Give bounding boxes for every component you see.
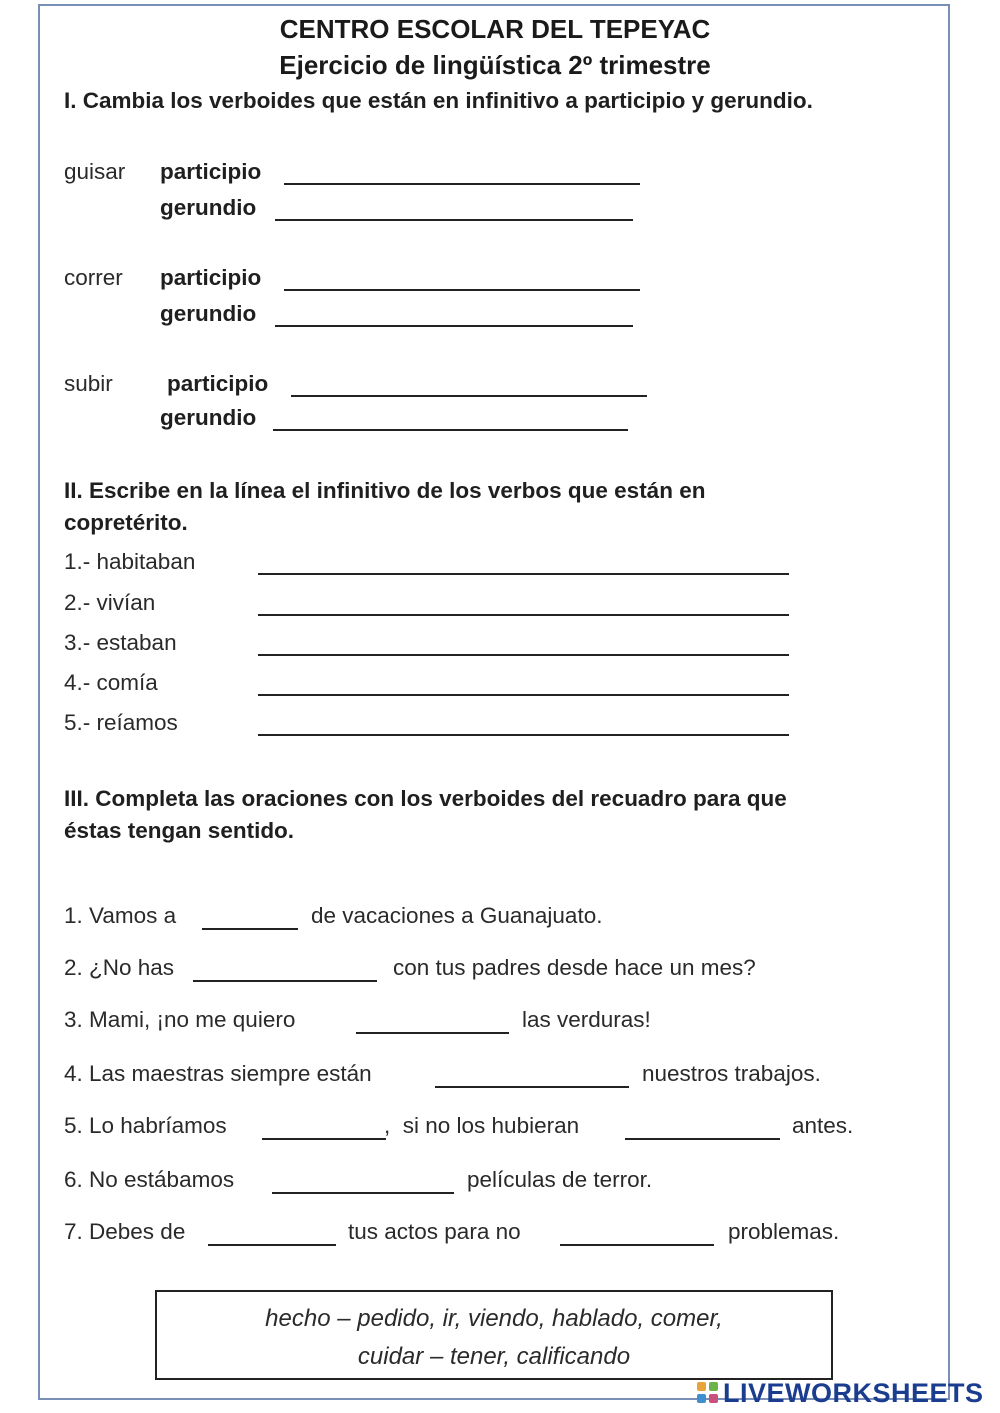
worksheet-subtitle: Ejercicio de lingüística 2º trimestre <box>279 50 711 80</box>
blank-sentence-7b[interactable] <box>560 1244 714 1246</box>
participio-label: participio <box>167 371 269 396</box>
verb-guisar: guisar <box>64 159 126 184</box>
participio-label: participio <box>160 159 262 184</box>
answer-line-item-3[interactable] <box>258 654 789 656</box>
answer-line-item-2[interactable] <box>258 614 789 616</box>
section2-instruction-line1: II. Escribe en la línea el infinitivo de los verbos que están en <box>64 478 706 503</box>
blank-sentence-2[interactable] <box>193 980 377 982</box>
answer-line-item-4[interactable] <box>258 694 789 696</box>
blank-sentence-7a[interactable] <box>208 1244 336 1246</box>
sentence-7-middle: tus actos para no <box>348 1219 521 1244</box>
blank-sentence-4[interactable] <box>435 1086 629 1088</box>
answer-line-guisar-participio[interactable] <box>284 183 640 185</box>
sentence-6-end: películas de terror. <box>467 1167 653 1192</box>
gerundio-label: gerundio <box>160 195 257 220</box>
sentence-2-start: 2. ¿No has <box>64 955 175 980</box>
answer-line-correr-participio[interactable] <box>284 289 640 291</box>
copreterito-item-3: 3.- estaban <box>64 630 177 655</box>
sentence-7-end: problemas. <box>728 1219 840 1244</box>
gerundio-label: gerundio <box>160 301 257 326</box>
sentence-1-start: 1. Vamos a <box>64 903 177 928</box>
participio-label: participio <box>160 265 262 290</box>
sentence-4-start: 4. Las maestras siempre están <box>64 1061 372 1086</box>
sentence-6-start: 6. No estábamos <box>64 1167 235 1192</box>
school-title: CENTRO ESCOLAR DEL TEPEYAC <box>279 14 711 44</box>
word-bank-line1: hecho – pedido, ir, viendo, hablado, comer, <box>265 1305 723 1332</box>
sentence-3-end: las verduras! <box>522 1007 651 1032</box>
answer-line-item-5[interactable] <box>258 734 789 736</box>
word-bank-line2: cuidar – tener, calificando <box>357 1343 631 1370</box>
blank-sentence-1[interactable] <box>202 928 298 930</box>
copreterito-item-4: 4.- comía <box>64 670 158 695</box>
answer-line-subir-gerundio[interactable] <box>273 429 628 431</box>
gerundio-label: gerundio <box>160 405 257 430</box>
blank-sentence-5b[interactable] <box>625 1138 780 1140</box>
answer-line-subir-participio[interactable] <box>291 395 647 397</box>
section3-instruction-line1: III. Completa las oraciones con los verboides del recuadro para que <box>64 786 787 811</box>
section2-instruction-line2: copretérito. <box>64 510 188 535</box>
copreterito-item-5: 5.- reíamos <box>64 710 178 735</box>
sentence-5-end: antes. <box>792 1113 854 1138</box>
copreterito-item-1: 1.- habitaban <box>64 549 196 574</box>
liveworksheets-text: LIVEWORKSHEETS <box>723 1377 984 1408</box>
verb-correr: correr <box>64 265 123 290</box>
sentence-4-end: nuestros trabajos. <box>642 1061 821 1086</box>
word-bank-box <box>155 1290 833 1380</box>
section1-instruction: I. Cambia los verboides que están en infinitivo a participio y gerundio. <box>64 88 813 113</box>
blank-sentence-3[interactable] <box>356 1032 509 1034</box>
blank-sentence-5a[interactable] <box>262 1138 386 1140</box>
sentence-2-end: con tus padres desde hace un mes? <box>393 955 756 980</box>
sentence-3-start: 3. Mami, ¡no me quiero <box>64 1007 296 1032</box>
sentence-5-start: 5. Lo habríamos <box>64 1113 227 1138</box>
liveworksheets-watermark <box>697 1376 984 1410</box>
liveworksheets-logo-icon <box>697 1382 719 1404</box>
sentence-5-middle: , si no los hubieran <box>384 1113 580 1138</box>
sentence-1-end: de vacaciones a Guanajuato. <box>311 903 603 928</box>
copreterito-item-2: 2.- vivían <box>64 590 156 615</box>
answer-line-item-1[interactable] <box>258 573 789 575</box>
verb-subir: subir <box>64 371 113 396</box>
blank-sentence-6[interactable] <box>272 1192 454 1194</box>
answer-line-guisar-gerundio[interactable] <box>275 219 633 221</box>
answer-line-correr-gerundio[interactable] <box>275 325 633 327</box>
sentence-7-start: 7. Debes de <box>64 1219 186 1244</box>
section3-instruction-line2: éstas tengan sentido. <box>64 818 295 843</box>
